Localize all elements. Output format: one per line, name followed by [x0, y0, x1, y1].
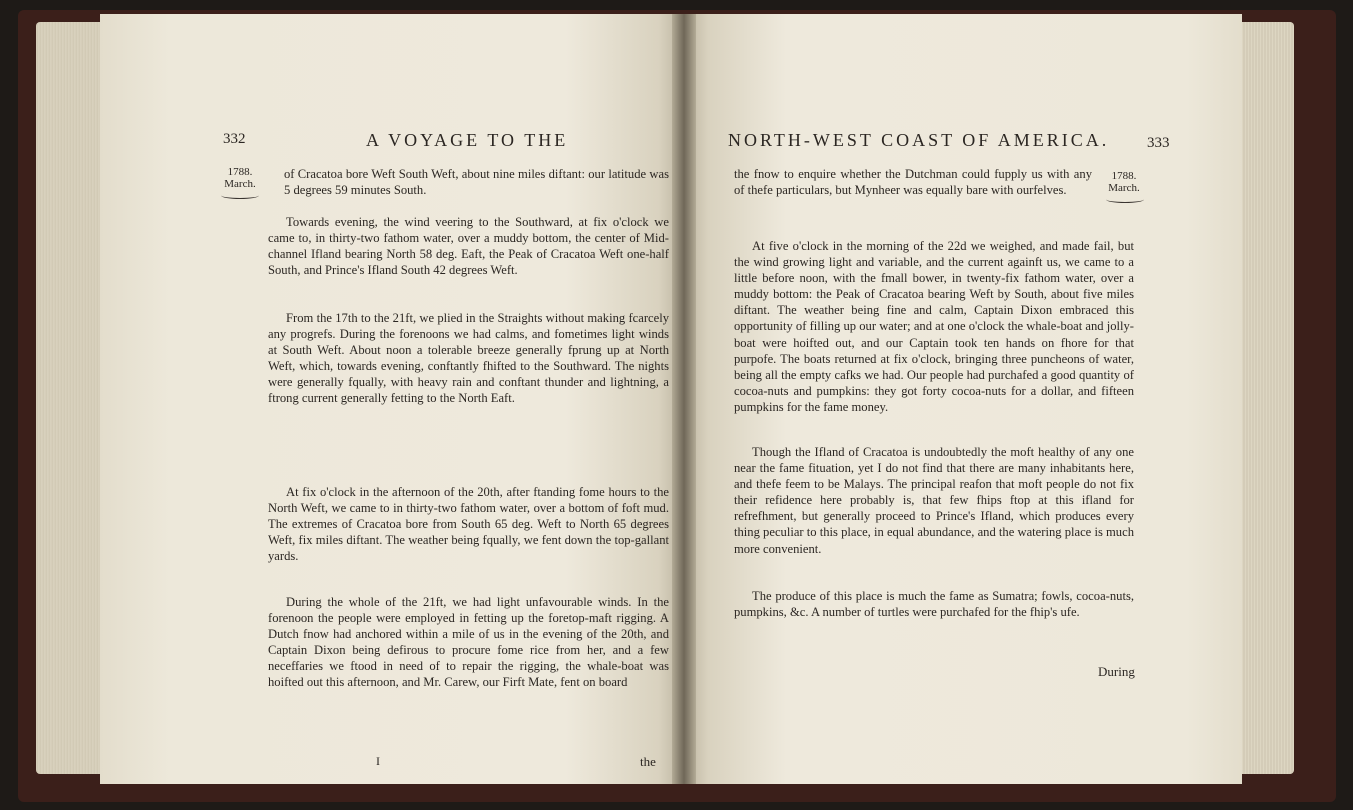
book-gutter	[672, 14, 696, 784]
paragraph-2: At five o'clock in the morning of the 22d we weighed, and made fail, but the wind growing light and variable, and the current againft us, we came to a little before noon, with the fmall bower, in twenty-fix fathom water, over a muddy bottom: the Peak of Cracatoa bearing Weft by South, about five miles diftant. The weather being fine and calm, Captain Dixon embraced this opportunity of filling up our water; and at one o'clock the whale-boat and jolly-boat were hoifted out, and our Captain took ten hands on fhore for that purpofe. The boats returned at fix o'clock, bringing three puncheons of water, being all the empty cafks we had. Our people had purchafed a good quantity of cocoa-nuts and pumpkins: they got forty cocoa-nuts for a dollar, and fifteen pumpkins for the fame money.	[734, 239, 1134, 414]
margin-brace	[1106, 196, 1144, 203]
right-page-edges	[1242, 22, 1294, 774]
paragraph-5: During the whole of the 21ft, we had light unfavourable winds. In the forenoon the people were employed in fetting up the foretop-maft rigging. A Dutch fnow had anchored within a mile of us in the evening of the 20th, and Captain Dixon being defirous to procure fome rice from her, and a few neceffaries we ftood in need of to repair the rigging, the whale-boat was hoifted out this afternoon, and Mr. Carew, our Firft Mate, fent on board	[268, 595, 669, 690]
paragraph-4: At fix o'clock in the afternoon of the 20th, after ftanding fome hours to the North Weft, we came to in thirty-two fathom water, over a bottom of foft mud. The extremes of Cracatoa bore from South 65 deg. Weft to North 65 degrees Weft, fix miles diftant. The weather being fqually, we fent down the top-gallant yards.	[268, 485, 669, 564]
paragraph-4: The produce of this place is much the fame as Sumatra; fowls, cocoa-nuts, pumpkins, &c. A number of turtles were purchafed for the fhip's ufe.	[734, 589, 1134, 620]
catchword: the	[640, 754, 656, 769]
paragraph-1: the fnow to enquire whether the Dutchman could fupply us with any of thefe particulars, but Mynheer was equally bare with ourfelves.	[734, 167, 1092, 198]
signature-mark: I	[376, 754, 380, 768]
right-page	[686, 14, 1242, 784]
margin-month: March.	[1108, 182, 1140, 194]
margin-date	[220, 166, 260, 190]
paragraph-3: Though the Ifland of Cracatoa is undoubtedly the moft healthy of any one near the fame fituation, yet I do not find that there are many inhabitants here, and thefe feem to be Malays. The principal reafon that moft people do not fix their refidence here probably is, that few fhips ftop at this ifland for refrefhment, but generally proceed to Prince's Ifland, which produces every thing peculiar to this place, in equal abundance, and the watering place is much more convenient.	[734, 445, 1134, 556]
margin-year: 1788.	[1111, 170, 1137, 182]
running-header: NORTH-WEST COAST OF AMERICA.	[728, 130, 1110, 150]
page-number: 333	[1147, 135, 1170, 151]
paragraph-1: of Cracatoa bore Weft South Weft, about nine miles diftant: our latitude was 5 degrees 59 minutes South.	[284, 167, 669, 198]
margin-brace	[221, 192, 259, 199]
running-header: A VOYAGE TO THE	[366, 130, 569, 150]
left-page	[100, 14, 682, 784]
paragraph-3: From the 17th to the 21ft, we plied in the Straights without making fcarcely any progrefs. During the forenoons we had calms, and fometimes light winds at South Weft. About noon a tolerable breeze generally fprung up at North Weft, which, towards evening, conftantly fhifted to the Southward. The nights were generally fqually, with heavy rain and conftant thunder and lightning, a ftrong current generally fetting to the North Eaft.	[268, 311, 669, 406]
paragraph-2: Towards evening, the wind veering to the Southward, at fix o'clock we came to, in thirty-two fathom water, over a muddy bottom, the center of Mid-channel Ifland bearing North 58 deg. Eaft, the Peak of Cracatoa Weft one-half South, and Prince's Ifland South 42 degrees Weft.	[268, 215, 669, 278]
catchword: During	[1098, 664, 1135, 679]
page-number: 332	[223, 131, 246, 147]
margin-month: March.	[224, 178, 256, 190]
margin-date	[1104, 170, 1144, 194]
left-page-edges	[36, 22, 102, 774]
margin-year: 1788.	[227, 166, 253, 178]
